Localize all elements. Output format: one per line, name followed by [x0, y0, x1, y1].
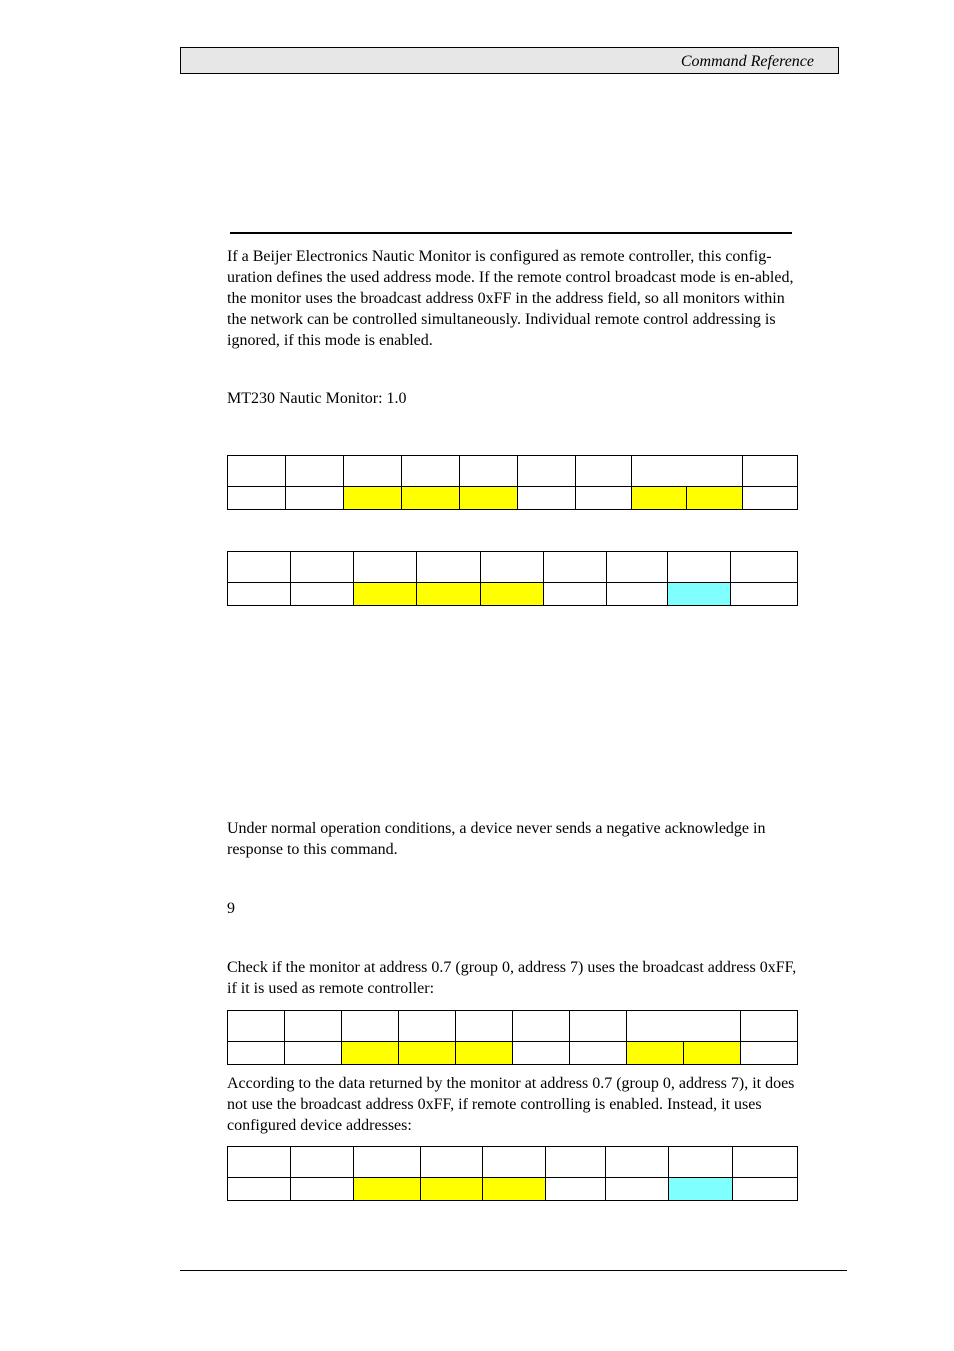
table-cell [291, 583, 354, 606]
section-divider [230, 232, 792, 234]
footer-divider [180, 1270, 847, 1271]
table-header-cell [627, 1011, 741, 1042]
table-cell-highlight [417, 583, 481, 606]
table-cell-highlight [481, 583, 544, 606]
response-frame-table [227, 551, 798, 606]
table-header-cell [421, 1147, 483, 1178]
table-header-cell [733, 1147, 798, 1178]
table-cell-highlight [483, 1178, 546, 1201]
table-cell [570, 1042, 627, 1065]
running-header [180, 47, 839, 74]
running-header-title: Command Reference [680, 53, 814, 70]
table-header-cell [544, 552, 607, 583]
table-cell [228, 1042, 285, 1065]
table-header-cell [606, 1147, 669, 1178]
table-header-cell [342, 1011, 399, 1042]
table-cell-highlight [402, 487, 460, 510]
table-header-cell [481, 552, 544, 583]
table-cell-highlight [460, 487, 518, 510]
table-header-cell [460, 456, 518, 487]
table-header-cell [669, 1147, 733, 1178]
table-header-cell [291, 1147, 354, 1178]
table-header-cell [228, 456, 286, 487]
table-cell-highlight [399, 1042, 456, 1065]
version-paragraph: MT230 Nautic Monitor: 1.0 [227, 390, 407, 407]
table-cell [518, 487, 576, 510]
table-cell-highlight [456, 1042, 513, 1065]
table-header-cell [607, 552, 668, 583]
table-header-cell [576, 456, 632, 487]
table-cell [607, 583, 668, 606]
table-cell [606, 1178, 669, 1201]
table-cell [731, 583, 798, 606]
table-cell-highlight [627, 1042, 684, 1065]
table-header-cell [570, 1011, 627, 1042]
table-cell [286, 487, 344, 510]
table-cell [741, 1042, 798, 1065]
description-paragraph: If a Beijer Electronics Nautic Monitor is configured as remote controller, this config-uration defines the used address mode. If the remote control broadcast mode is en-abled, the monitor uses the broadcast address 0xFF in the address field, so all monitors within the network can be controlled simultaneously. Individual remote control addressing is ignored, if this mode is enabled. [227, 248, 794, 349]
request-frame-table [227, 455, 798, 510]
table-header-cell [513, 1011, 570, 1042]
table-header-cell [285, 1011, 342, 1042]
table-header-cell [518, 456, 576, 487]
table-header-cell [402, 456, 460, 487]
table-header-cell [731, 552, 798, 583]
example-request-table [227, 1010, 798, 1065]
table-header-cell [483, 1147, 546, 1178]
table-cell-highlight [421, 1178, 483, 1201]
table-cell [544, 583, 607, 606]
table-cell-highlight [354, 1178, 421, 1201]
table-cell [576, 487, 632, 510]
table-header-cell [743, 456, 798, 487]
nack-paragraph: Under normal operation conditions, a device never sends a negative acknowledge in response to this command. [227, 820, 766, 858]
table-header-cell [291, 552, 354, 583]
table-cell [291, 1178, 354, 1201]
table-header-cell [286, 456, 344, 487]
table-header-cell [417, 552, 481, 583]
table-header-cell [456, 1011, 513, 1042]
table-cell [546, 1178, 606, 1201]
table-header-cell [228, 1011, 285, 1042]
example-result-paragraph: According to the data returned by the monitor at address 0.7 (group 0, address 7), it does not use the broadcast address 0xFF, if remote controlling is enabled. Instead, it uses configured device addresses: [227, 1075, 795, 1134]
table-cell-highlight-cyan [669, 1178, 733, 1201]
table-cell-highlight [342, 1042, 399, 1065]
table-cell [743, 487, 798, 510]
table-header-cell [632, 456, 743, 487]
table-cell-highlight [344, 487, 402, 510]
table-cell-highlight [684, 1042, 741, 1065]
table-header-cell [228, 1147, 291, 1178]
example-response-table [227, 1146, 798, 1201]
table-cell [228, 583, 291, 606]
example-intro-paragraph: Check if the monitor at address 0.7 (group 0, address 7) uses the broadcast address 0xFF, if it is used as remote controller: [227, 959, 797, 997]
table-header-cell [228, 552, 291, 583]
table-header-cell [344, 456, 402, 487]
table-cell [228, 1178, 291, 1201]
number-paragraph: 9 [227, 900, 235, 917]
table-cell [513, 1042, 570, 1065]
table-header-cell [546, 1147, 606, 1178]
table-cell-highlight [687, 487, 743, 510]
table-cell [733, 1178, 798, 1201]
table-header-cell [399, 1011, 456, 1042]
table-cell-highlight [354, 583, 417, 606]
table-cell-highlight [632, 487, 687, 510]
table-cell-highlight-cyan [668, 583, 731, 606]
table-header-cell [741, 1011, 798, 1042]
table-header-cell [668, 552, 731, 583]
table-header-cell [354, 1147, 421, 1178]
table-cell [285, 1042, 342, 1065]
table-cell [228, 487, 286, 510]
table-header-cell [354, 552, 417, 583]
